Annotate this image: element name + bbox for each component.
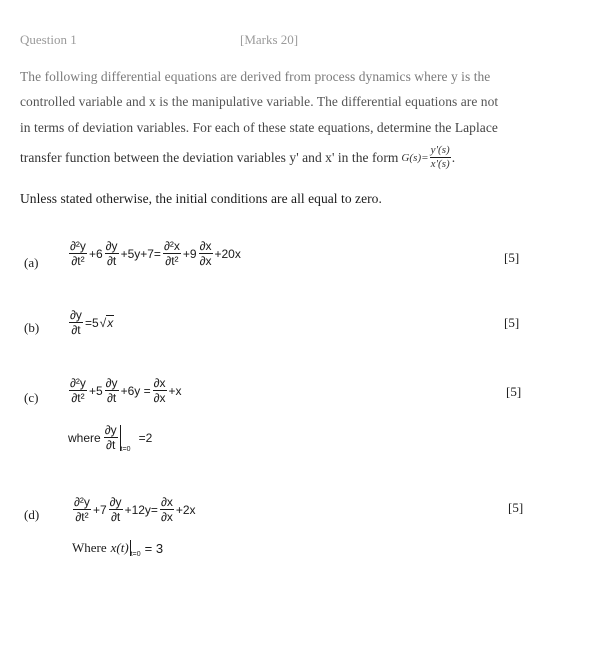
- intro-line-4: [20, 145, 455, 170]
- part-c-term-3: +x: [168, 383, 182, 398]
- part-a-frac-3-den: ∂t²: [165, 254, 179, 268]
- part-c-condition-num: ∂y: [104, 423, 117, 437]
- part-d-label: (d): [24, 507, 40, 522]
- part-d-term-1: +7: [92, 502, 107, 517]
- part-a-frac-2-num: ∂y: [105, 239, 118, 253]
- part-c-condition-den: ∂t: [106, 438, 116, 452]
- part-b-sqrt: [100, 315, 115, 330]
- part-a-frac-3-num: ∂²x: [163, 239, 180, 253]
- part-d-frac-2-den: ∂t: [110, 510, 121, 524]
- sqrt-icon: √: [99, 316, 107, 330]
- part-d-marks: [5]: [508, 500, 524, 515]
- part-a-term-3: +9: [182, 246, 197, 261]
- intro-line-3: in terms of deviation variables. For each of these state equations, determine the Laplace: [20, 120, 498, 135]
- part-d-condition-prefix: Where: [72, 540, 107, 555]
- part-a-term-4: +20x: [214, 246, 241, 261]
- part-c-condition-value: =2: [138, 430, 153, 445]
- part-a-equation: [68, 240, 242, 267]
- part-a-frac-1-den: ∂t²: [71, 254, 85, 268]
- part-a-term-1: +6: [88, 246, 103, 261]
- part-c-frac-2-num: ∂y: [105, 376, 118, 390]
- part-c-frac-1-den: ∂t²: [71, 391, 85, 405]
- part-c-frac-1: [69, 377, 87, 404]
- part-d-condition: [72, 540, 163, 556]
- part-c-condition: [68, 424, 152, 451]
- transfer-function-period: .: [451, 149, 456, 165]
- part-c-label: (c): [24, 390, 39, 405]
- part-a-frac-1-num: ∂²y: [70, 239, 86, 253]
- part-d-frac-3-num: ∂x: [160, 495, 173, 509]
- part-a-frac-2: [105, 240, 119, 267]
- part-a-frac-4-den: ∂x: [199, 254, 212, 268]
- part-d-equation: [72, 496, 197, 523]
- part-c-frac-3: [153, 377, 167, 404]
- part-c-frac-2: [105, 377, 119, 404]
- part-c-condition-frac: [104, 424, 118, 451]
- part-b-marks: [5]: [504, 315, 520, 330]
- transfer-function-fraction: [430, 145, 451, 170]
- transfer-function-denominator: x'(s): [430, 158, 450, 170]
- part-d-frac-2: [109, 496, 123, 523]
- part-a-frac-1: [69, 240, 87, 267]
- part-a-frac-3: [163, 240, 181, 267]
- part-d-term-3: +2x: [175, 502, 196, 517]
- part-a-frac-2-den: ∂t: [106, 254, 117, 268]
- part-c-frac-1-num: ∂²y: [70, 376, 86, 390]
- part-a-frac-4-num: ∂x: [199, 239, 212, 253]
- transfer-function-numerator: y'(s): [430, 144, 450, 156]
- part-d-condition-expr: x(t): [110, 540, 129, 555]
- part-d-frac-1-num: ∂²y: [74, 495, 90, 509]
- part-c-term-2: +6y =: [120, 383, 151, 398]
- part-d-condition-sub: t=0: [130, 551, 141, 558]
- part-d-condition-value: = 3: [144, 540, 164, 556]
- part-d-frac-1-den: ∂t²: [75, 510, 89, 524]
- part-b-term-1: =5: [84, 315, 99, 330]
- part-c-frac-2-den: ∂t: [106, 391, 117, 405]
- part-c-condition-prefix: where: [68, 430, 101, 445]
- part-b-sqrt-arg: x: [107, 316, 114, 330]
- part-b-frac-1-num: ∂y: [70, 308, 82, 322]
- part-d-frac-3-den: ∂x: [160, 510, 173, 524]
- part-d-frac-1: [73, 496, 91, 523]
- part-a-label: (a): [24, 255, 39, 270]
- part-c-equation: [68, 377, 183, 404]
- part-c-frac-3-den: ∂x: [153, 391, 166, 405]
- part-c-term-1: +5: [88, 383, 103, 398]
- part-d-frac-3: [160, 496, 174, 523]
- part-a-term-2: +5y+7=: [120, 246, 161, 261]
- part-c-marks: [5]: [506, 384, 522, 399]
- intro-line-1: The following differential equations are derived from process dynamics where y is the: [20, 69, 491, 84]
- part-b-label: (b): [24, 320, 40, 335]
- intro-line-5: Unless stated otherwise, the initial conditions are all equal to zero.: [20, 191, 382, 206]
- total-marks: [Marks 20]: [240, 32, 299, 47]
- transfer-function-lhs: G(s)=: [401, 151, 429, 164]
- intro-line-4-text: transfer function between the deviation variables y' and x' in the form: [20, 149, 399, 165]
- part-c-frac-3-num: ∂x: [153, 376, 166, 390]
- part-d-term-2: +12y=: [124, 502, 158, 517]
- part-a-frac-4: [199, 240, 213, 267]
- intro-line-2: controlled variable and x is the manipulative variable. The differential equations are not: [20, 94, 499, 109]
- part-b-frac-1: [69, 309, 83, 336]
- part-c-condition-sub: t=0: [120, 446, 131, 453]
- question-title: Question 1: [20, 32, 77, 47]
- part-b-frac-1-den: ∂t: [71, 323, 81, 337]
- part-d-frac-2-num: ∂y: [109, 495, 122, 509]
- part-a-marks: [5]: [504, 250, 520, 265]
- part-b-equation: [68, 309, 114, 336]
